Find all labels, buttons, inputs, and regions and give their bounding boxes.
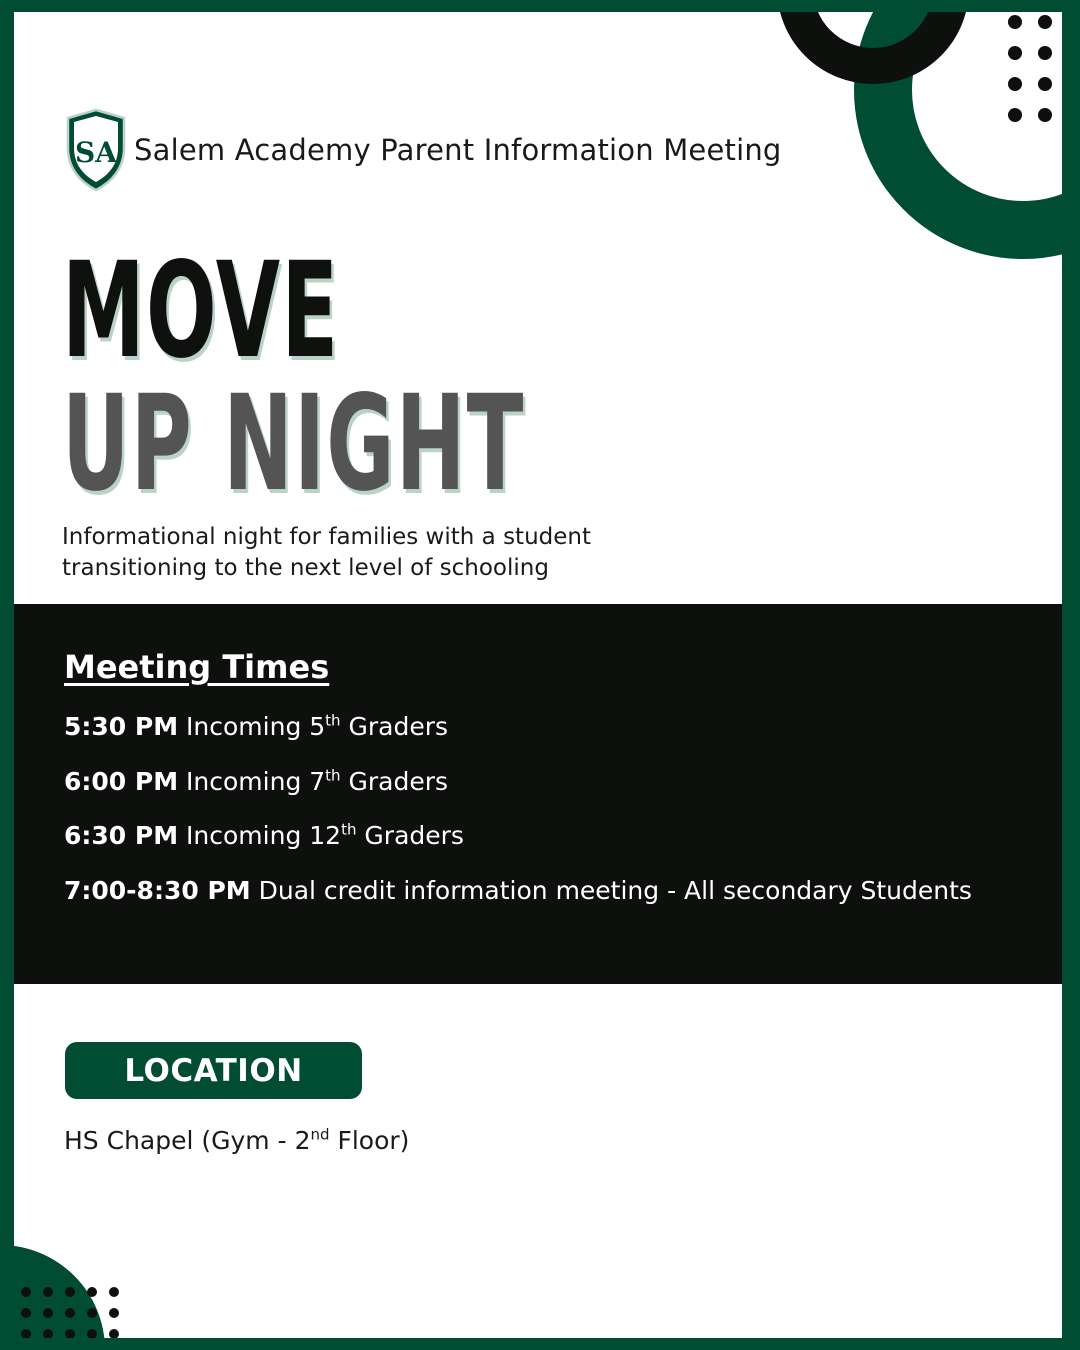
meeting-desc: Incoming 7 (186, 766, 326, 796)
crest-monogram: SA (75, 136, 117, 169)
meeting-times-heading: Meeting Times (64, 648, 330, 686)
subtitle (62, 522, 762, 584)
headline-line-1: MOVE (62, 234, 340, 388)
location-text (64, 1126, 409, 1155)
meeting-time-row (64, 821, 972, 876)
meeting-desc-end: Graders (348, 766, 449, 796)
org-title: Salem Academy Parent Information Meeting (134, 133, 782, 167)
meeting-time-row (64, 876, 972, 931)
meeting-desc: Dual credit information meeting - All secondary Students (258, 875, 972, 905)
ordinal-suffix: nd (310, 1125, 330, 1144)
meeting-times-panel (14, 604, 1062, 984)
subtitle-line-2: transitioning to the next level of schooling (62, 555, 549, 581)
subtitle-line-1: Informational night for families with a student (62, 524, 591, 550)
meeting-time: 6:00 PM (64, 766, 179, 796)
meeting-time: 6:30 PM (64, 821, 179, 850)
ordinal-suffix: th (325, 711, 341, 730)
meeting-time-row (64, 712, 972, 767)
meeting-time-row (64, 767, 972, 822)
location-floor: Floor) (337, 1126, 410, 1155)
header (64, 108, 782, 192)
meeting-time: 5:30 PM (64, 712, 179, 741)
meeting-time: 7:00-8:30 PM (64, 875, 251, 905)
meeting-desc-end: Graders (364, 821, 464, 850)
headline-line-2: UP NIGHT (62, 367, 525, 521)
dot-grid-top-right (1008, 15, 1080, 122)
location-badge (65, 1042, 362, 1099)
meeting-desc: Incoming 12 (186, 821, 342, 850)
crest-logo-icon (64, 108, 128, 192)
meeting-times-list (64, 712, 972, 930)
ordinal-suffix: th (341, 820, 357, 839)
meeting-desc: Incoming 5 (186, 712, 326, 741)
location-badge-label: LOCATION (124, 1052, 303, 1089)
location-name: HS Chapel (Gym - 2 (64, 1126, 311, 1155)
ordinal-suffix: th (325, 766, 341, 785)
meeting-desc-end: Graders (348, 712, 449, 741)
